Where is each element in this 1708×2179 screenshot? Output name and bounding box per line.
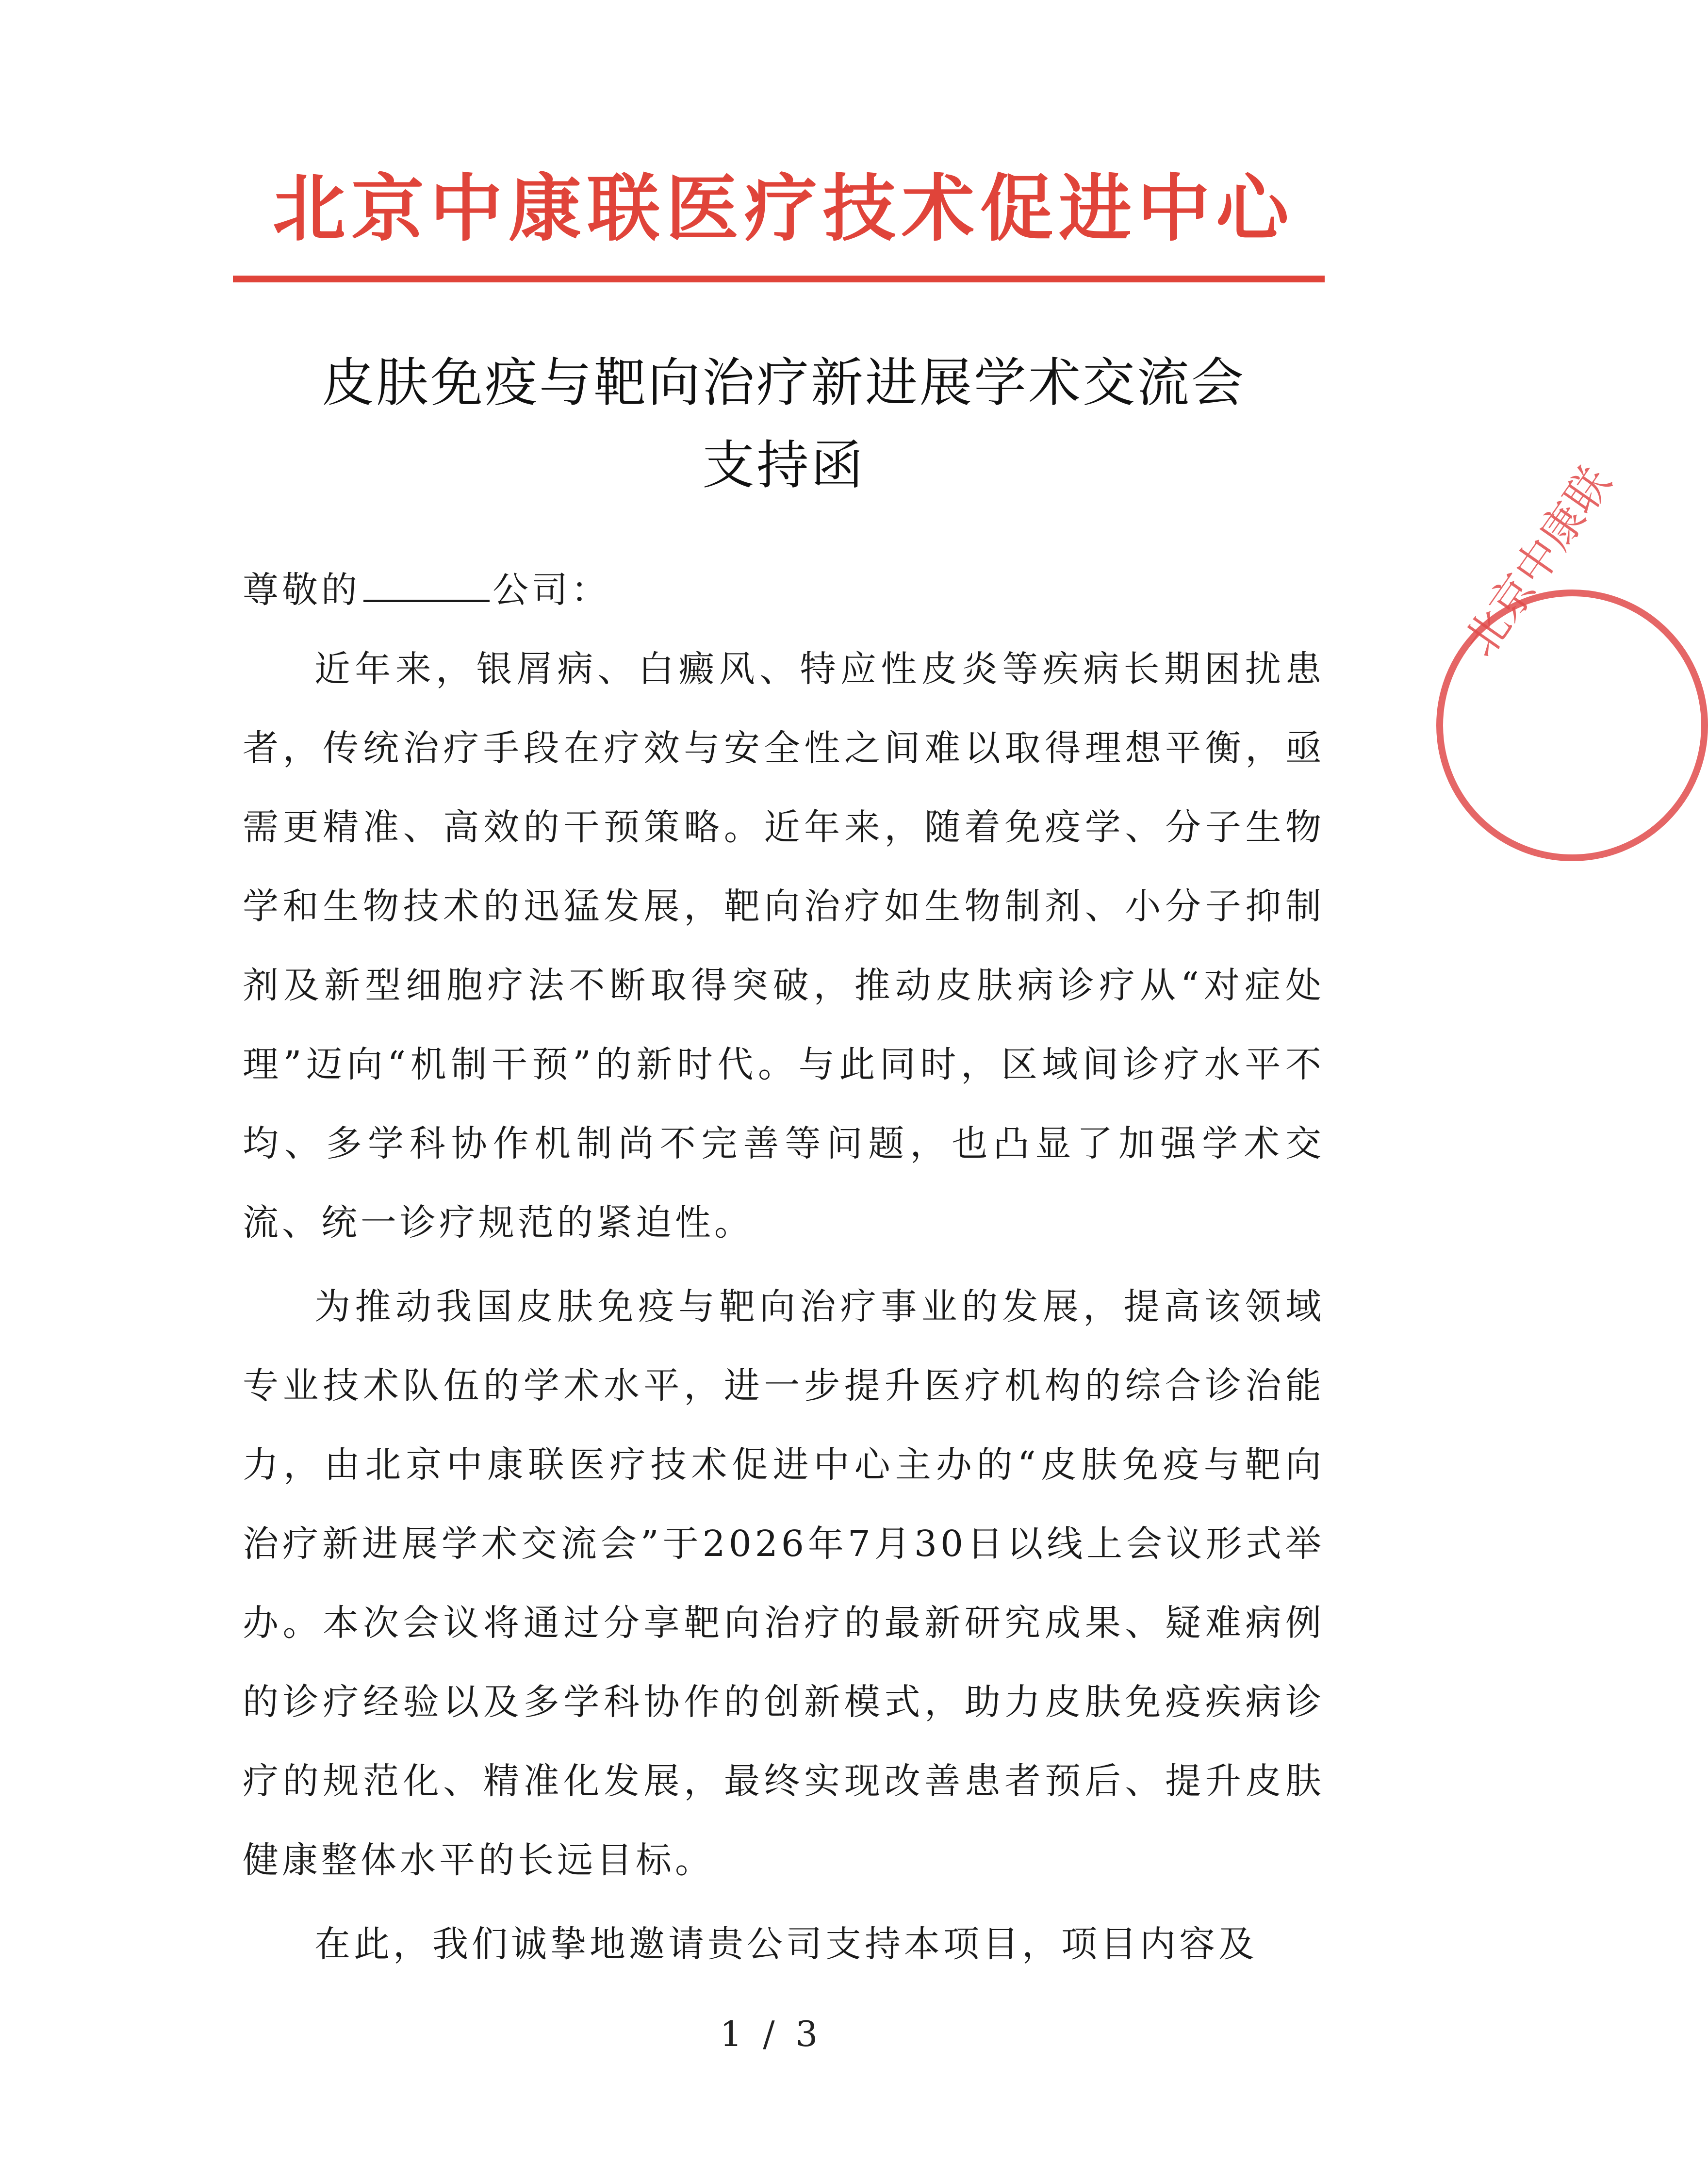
document-subtitle: 支持函	[702, 435, 865, 496]
company-name-blank	[363, 571, 490, 602]
paragraph-1: 近年来，银屑病、白癜风、特应性皮炎等疾病长期困扰患者，传统治疗手段在疗效与安全性之间难以取得理想平衡，亟需更精准、高效的干预策略。近年来，随着免疫学、分子生物学和生物技术的迅猛发展，靶向治疗如生物制剂、小分子抑制剂及新型细胞疗法不断取得突破，推动皮肤病诊疗从“对症处理”迈向“机制干预”的新时代。与此同时，区域间诊疗水平不均、多学科协作机制尚不完善等问题，也凸显了加强学术交流、统一诊疗规范的紧迫性。	[243, 648, 1325, 1244]
letter-body	[243, 551, 1325, 1984]
seal-text: 北京中康联	[1454, 458, 1622, 666]
salutation	[243, 551, 1325, 630]
salutation-suffix: 公司：	[493, 569, 610, 611]
document-title: 皮肤免疫与靶向治疗新进展学术交流会	[321, 353, 1246, 413]
paragraph-3: 在此，我们诚挚地邀请贵公司支持本项目，项目内容及	[314, 1923, 1258, 1965]
salutation-prefix: 尊敬的	[243, 569, 361, 611]
page-number: 1 / 3	[720, 2014, 823, 2054]
paragraph-2: 为推动我国皮肤免疫与靶向治疗事业的发展，提高该领域专业技术队伍的学术水平，进一步提升医疗机构的综合诊治能力，由北京中康联医疗技术促进中心主办的“皮肤免疫与靶向治疗新进展学术交流会”于2026年7月30日以线上会议形式举办。本次会议将通过分享靶向治疗的最新研究成果、疑难病例的诊疗经验以及多学科协作的创新模式，助力皮肤免疫疾病诊疗的规范化、精准化发展，最终实现改善患者预后、提升皮肤健康整体水平的长远目标。	[243, 1286, 1325, 1881]
letterhead-divider	[233, 276, 1325, 282]
letterhead-org-name: 北京中康联医疗技术促进中心	[272, 166, 1295, 251]
